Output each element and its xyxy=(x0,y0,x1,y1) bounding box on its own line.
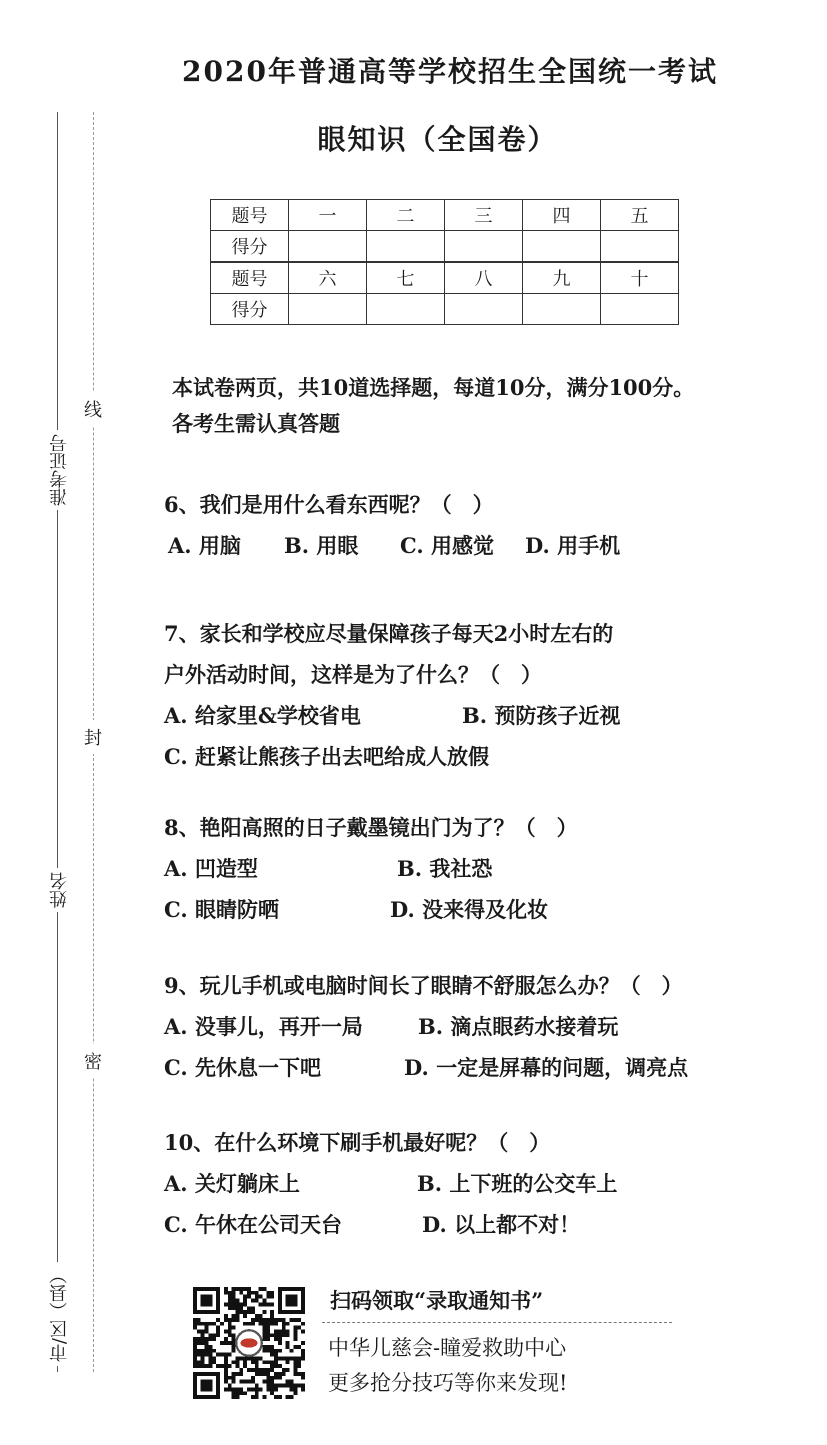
option-a[interactable]: A. 用脑 xyxy=(168,533,241,558)
score-cell[interactable] xyxy=(601,231,679,263)
option-a[interactable]: A. 关灯躺床上 xyxy=(164,1171,300,1196)
option-d[interactable]: D. 以上都不对！ xyxy=(422,1212,581,1237)
promo-text: 更多抢分技巧等你来发现! xyxy=(328,1371,568,1395)
score-cell[interactable] xyxy=(445,231,523,263)
column-header: 三 xyxy=(445,200,523,231)
score-cell[interactable] xyxy=(367,231,445,263)
score-cell[interactable] xyxy=(367,294,445,325)
score-cell[interactable] xyxy=(523,294,601,325)
question-stem: 9、玩儿手机或电脑时间长了眼睛不舒服怎么办？（ ） xyxy=(164,973,683,998)
question-stem: 8、艳阳高照的日子戴墨镜出门为了？（ ） xyxy=(164,815,578,840)
qr-code-icon[interactable] xyxy=(193,1287,305,1399)
binding-line xyxy=(57,112,58,1372)
option-row xyxy=(164,889,578,930)
column-header: 五 xyxy=(601,200,679,231)
score-label: 得分 xyxy=(211,294,289,325)
option-b[interactable]: B. 预防孩子近视 xyxy=(462,703,621,728)
column-header: 七 xyxy=(367,262,445,294)
question-number-label: 题号 xyxy=(211,262,289,294)
option-row xyxy=(164,1006,683,1047)
score-table-score-row-1 xyxy=(211,231,679,263)
option-row xyxy=(164,736,613,777)
option-row xyxy=(164,1204,581,1245)
option-a[interactable]: A. 没事儿，再开一局 xyxy=(164,1014,363,1039)
option-c[interactable]: C. 午休在公司天台 xyxy=(164,1212,342,1237)
option-row xyxy=(164,848,578,889)
seal-char: 封 xyxy=(84,720,102,754)
question-stem: 10、在什么环境下刷手机最好呢？（ ） xyxy=(164,1130,551,1155)
column-header: 六 xyxy=(289,262,367,294)
exam-title: 2020年普通高等学校招生全国统一考试 xyxy=(182,55,718,88)
score-cell[interactable] xyxy=(601,294,679,325)
option-b[interactable]: B. 我社恐 xyxy=(397,856,493,881)
score-cell[interactable] xyxy=(289,294,367,325)
column-header: 二 xyxy=(367,200,445,231)
option-a[interactable]: A. 给家里&学校省电 xyxy=(164,703,361,728)
question-6 xyxy=(164,484,621,566)
score-table xyxy=(210,199,679,325)
score-table-header-row-1 xyxy=(211,200,679,231)
score-table-header-row-2 xyxy=(211,262,679,294)
instructions-line-1: 本试卷两页，共10道选择题，每道10分，满分100分。 xyxy=(172,375,695,400)
column-header: 八 xyxy=(445,262,523,294)
option-c[interactable]: C. 用感觉 xyxy=(400,533,494,558)
question-7 xyxy=(164,613,621,777)
option-d[interactable]: D. 一定是屏幕的问题，调亮点 xyxy=(404,1055,689,1080)
question-9 xyxy=(164,965,689,1088)
question-stem: 7、家长和学校应尽量保障孩子每天2小时左右的 xyxy=(164,621,614,646)
column-header: 四 xyxy=(523,200,601,231)
option-c[interactable]: C. 眼睛防晒 xyxy=(164,897,279,922)
footer-divider xyxy=(322,1322,672,1323)
score-table-score-row-2 xyxy=(211,294,679,325)
option-b[interactable]: B. 上下班的公交车上 xyxy=(417,1171,618,1196)
exam-instructions xyxy=(172,370,694,442)
score-cell[interactable] xyxy=(523,231,601,263)
question-stem: 6、我们是用什么看东西呢？（ ） xyxy=(164,492,494,517)
instructions-line-2: 各考生需认真答题 xyxy=(172,411,340,436)
option-b[interactable]: B. 用眼 xyxy=(284,533,359,558)
scan-prompt: 扫码领取“录取通知书” xyxy=(330,1288,544,1313)
secret-char: 密 xyxy=(84,1044,102,1078)
score-cell[interactable] xyxy=(289,231,367,263)
column-header: 一 xyxy=(289,200,367,231)
organization-name: 中华儿慈会-瞳爱救助中心 xyxy=(328,1336,567,1360)
score-label: 得分 xyxy=(211,231,289,263)
column-header: 十 xyxy=(601,262,679,294)
option-row xyxy=(164,695,621,736)
question-number-label: 题号 xyxy=(211,200,289,231)
option-a[interactable]: A. 凹造型 xyxy=(164,856,258,881)
question-10 xyxy=(164,1122,618,1245)
option-c[interactable]: C. 赶紧让熊孩子出去吧给成人放假 xyxy=(164,744,489,769)
exam-id-label: 准考证号 xyxy=(47,430,73,510)
option-d[interactable]: D. 没来得及化妆 xyxy=(390,897,549,922)
question-stem-cont: 户外活动时间，这样是为了什么？（ ） xyxy=(164,662,542,687)
option-row xyxy=(164,1163,618,1204)
city-label: 市/区（县） xyxy=(47,1262,73,1366)
option-row xyxy=(164,1047,689,1088)
question-8 xyxy=(164,807,578,930)
option-c[interactable]: C. 先休息一下吧 xyxy=(164,1055,321,1080)
option-d[interactable]: D. 用手机 xyxy=(525,533,621,558)
seal-line-char: 线 xyxy=(84,392,102,426)
option-b[interactable]: B. 滴点眼药水接着玩 xyxy=(418,1014,619,1039)
name-label: 姓名 xyxy=(47,868,73,912)
option-row xyxy=(164,525,621,566)
column-header: 九 xyxy=(523,262,601,294)
exam-subtitle: 眼知识（全国卷） xyxy=(317,123,558,156)
score-cell[interactable] xyxy=(445,294,523,325)
